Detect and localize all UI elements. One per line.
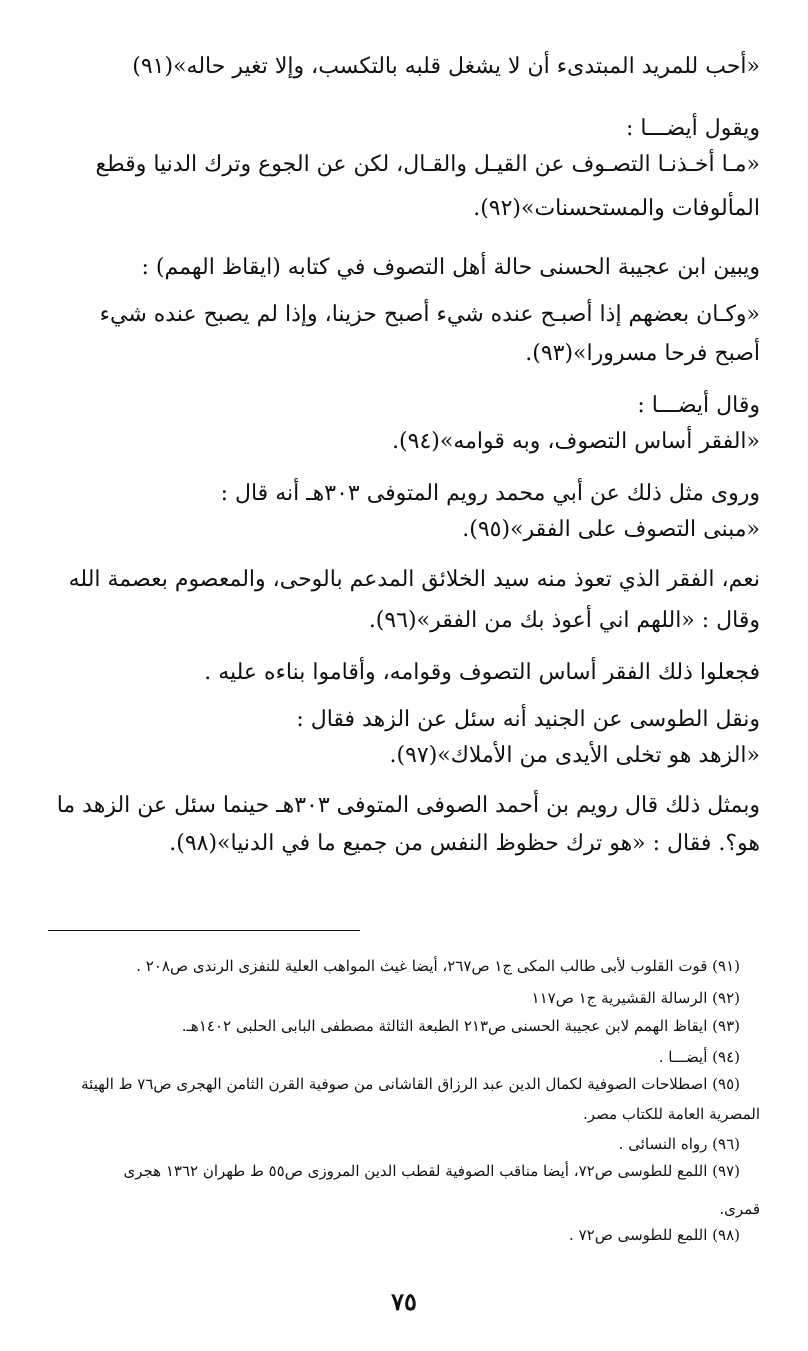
- body-line-18: هو؟. فقال : «هو ترك حظوظ النفس من جميع ما في الدنيا»(٩٨).: [169, 831, 760, 856]
- page-number: ٧٥: [391, 1287, 417, 1316]
- body-line-3: «مـا أخـذنـا التصـوف عن القيـل والقـال، لكن عن الجوع وترك الدنيا وقطع: [95, 152, 760, 177]
- footnote-line-1: (٩١) قوت القلوب لأبى طالب المكى ج١ ص٢٦٧، أيضا غيث المواهب العلية للنفزى الرندى ص٢٠٨ .: [136, 957, 740, 975]
- footnote-line-10: (٩٨) اللمع للطوسى ص٧٢ .: [569, 1226, 740, 1244]
- body-line-4: المألوفات والمستحسنات»(٩٢).: [473, 196, 760, 221]
- body-line-17: وبمثل ذلك قال رويم بن أحمد الصوفى المتوفى ٣٠٣هـ حينما سئل عن الزهد ما: [56, 793, 760, 818]
- footnote-line-9: قمرى.: [719, 1200, 760, 1218]
- body-line-7: أصبح فرحا مسرورا»(٩٣).: [525, 341, 760, 366]
- footnote-line-7: (٩٦) رواه النسائى .: [618, 1135, 740, 1153]
- body-line-9: «الفقر أساس التصوف، وبه قوامه»(٩٤).: [392, 429, 760, 454]
- footnote-line-2: (٩٢) الرسالة القشيرية ج١ ص١١٧: [531, 989, 740, 1007]
- body-line-13: وقال : «اللهم اني أعوذ بك من الفقر»(٩٦).: [368, 608, 760, 633]
- body-line-6: «وكـان بعضهم إذا أصبـح عنده شيء أصبح حزينا، وإذا لم يصبح عنده شيء: [99, 302, 760, 327]
- footnote-line-3: (٩٣) ايقاظ الهمم لابن عجيبة الحسنى ص٢١٣ الطبعة الثالثة مصطفى البابى الحلبى ١٤٠٢هـ.: [181, 1017, 740, 1035]
- body-line-8: وقال أيضـــا :: [637, 393, 760, 418]
- body-line-15: ونقل الطوسى عن الجنيد أنه سئل عن الزهد فقال :: [296, 707, 760, 732]
- footnote-line-8: (٩٧) اللمع للطوسى ص٧٢، أيضا مناقب الصوفية لقطب الدين المروزى ص٥٥ ط طهران ١٣٦٢ هجرى: [123, 1162, 740, 1180]
- footnote-line-4: (٩٤) أيضـــا .: [658, 1048, 740, 1066]
- footnote-line-6: المصرية العامة للكتاب مصر.: [583, 1105, 760, 1123]
- body-line-11: «مبنى التصوف على الفقر»(٩٥).: [462, 517, 760, 542]
- body-line-2: ويقول أيضـــا :: [626, 116, 760, 141]
- footnote-line-5: (٩٥) اصطلاحات الصوفية لكمال الدين عبد الرزاق القاشانى من صوفية القرن الثامن الهجرى ص٧٦ ط الهيئة: [81, 1075, 740, 1093]
- body-line-12: نعم، الفقر الذي تعوذ منه سيد الخلائق المدعم بالوحى، والمعصوم بعصمة الله: [68, 567, 760, 592]
- footnote-separator: [48, 930, 360, 931]
- body-line-10: وروى مثل ذلك عن أبي محمد رويم المتوفى ٣٠٣هـ أنه قال :: [220, 481, 760, 506]
- body-line-14: فجعلوا ذلك الفقر أساس التصوف وقوامه، وأقاموا بناءه عليه .: [204, 660, 760, 685]
- body-line-1: «أحب للمريد المبتدىء أن لا يشغل قلبه بالتكسب، وإلا تغير حاله»(٩١): [132, 54, 760, 79]
- body-line-16: «الزهد هو تخلى الأيدى من الأملاك»(٩٧).: [389, 743, 760, 768]
- body-line-5: ويبين ابن عجيبة الحسنى حالة أهل التصوف في كتابه (ايقاظ الهمم) :: [141, 255, 760, 280]
